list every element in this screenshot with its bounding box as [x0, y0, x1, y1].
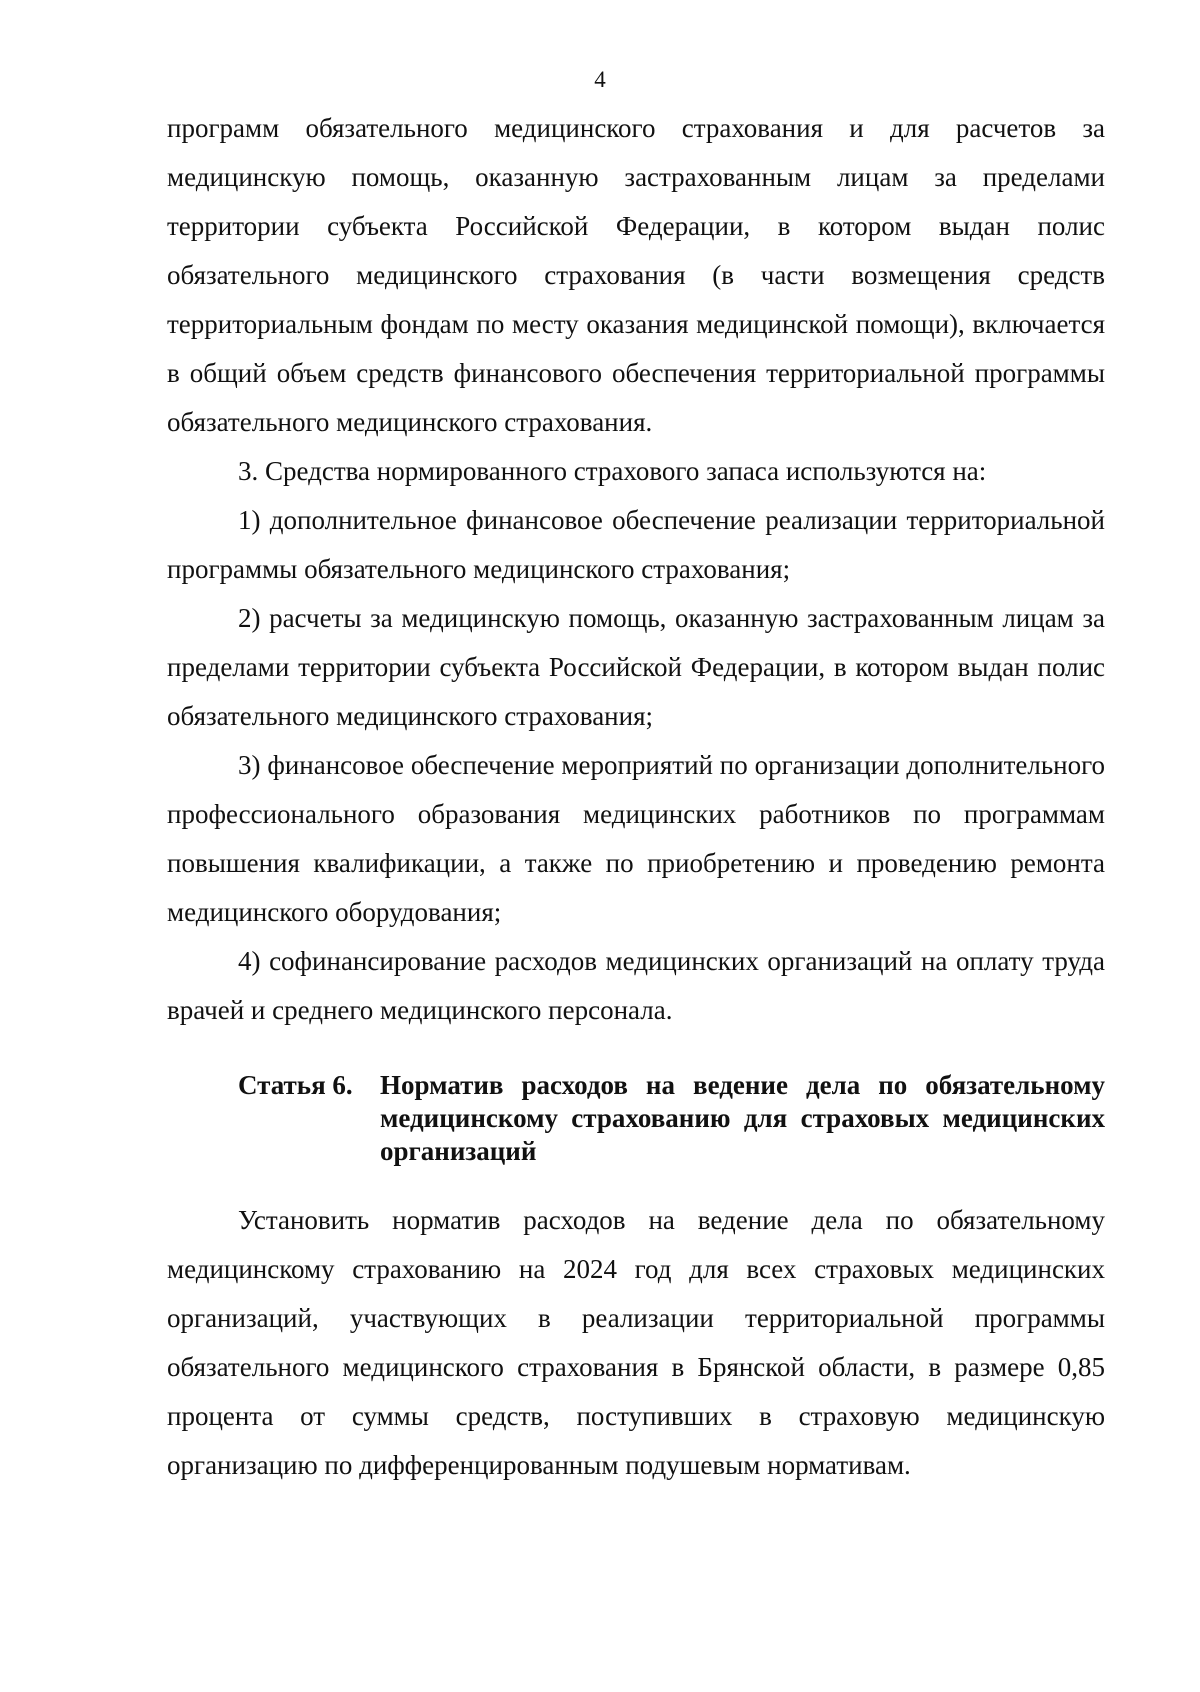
list-item-1: 1) дополнительное финансовое обеспечение реализации территориальной программы обязательного медицинского страхования;	[167, 505, 1105, 584]
paragraph-item-3: 3. Средства нормированного страхового запаса используются на:	[238, 456, 987, 486]
document-body	[167, 104, 1105, 1490]
list-item-2: 2) расчеты за медицинскую помощь, оказанную застрахованным лицам за пределами территории субъекта Российской Федерации, в котором выдан полис обязательного медицинского страхования;	[167, 603, 1105, 731]
list-item-4: 4) софинансирование расходов медицинских организаций на оплату труда врачей и среднего медицинского персонала.	[167, 946, 1105, 1025]
article-number: Статья 6.	[238, 1070, 353, 1100]
article-title: Норматив расходов на ведение дела по обязательному медицинскому страхованию для страховых медицинских организаций	[380, 1070, 1105, 1166]
article-heading	[167, 1069, 1105, 1168]
article-paragraph: Установить норматив расходов на ведение дела по обязательному медицинскому страхованию на 2024 год для всех страховых медицинских организаций, участвующих в реализации территориальной программы обязательного медицинского страхования в Брянской области, в размере 0,85 процента от суммы средств, поступивших в страховую медицинскую организацию по дифференцированным подушевым нормативам.	[167, 1205, 1105, 1480]
list-item-3: 3) финансовое обеспечение мероприятий по организации дополнительного профессионального образования медицинских работников по программам повышения квалификации, а также по приобретению и проведению ремонта медицинского оборудования;	[167, 750, 1105, 927]
page-number: 4	[594, 67, 606, 92]
paragraph-continuation: программ обязательного медицинского страхования и для расчетов за медицинскую помощь, оказанную застрахованным лицам за пределами территории субъекта Российской Федерации, в котором выдан полис обязательного медицинского страхования (в части возмещения средств территориальным фондам по месту оказания медицинской помощи), включается в общий объем средств финансового обеспечения территориальной программы обязательного медицинского страхования.	[167, 113, 1105, 437]
